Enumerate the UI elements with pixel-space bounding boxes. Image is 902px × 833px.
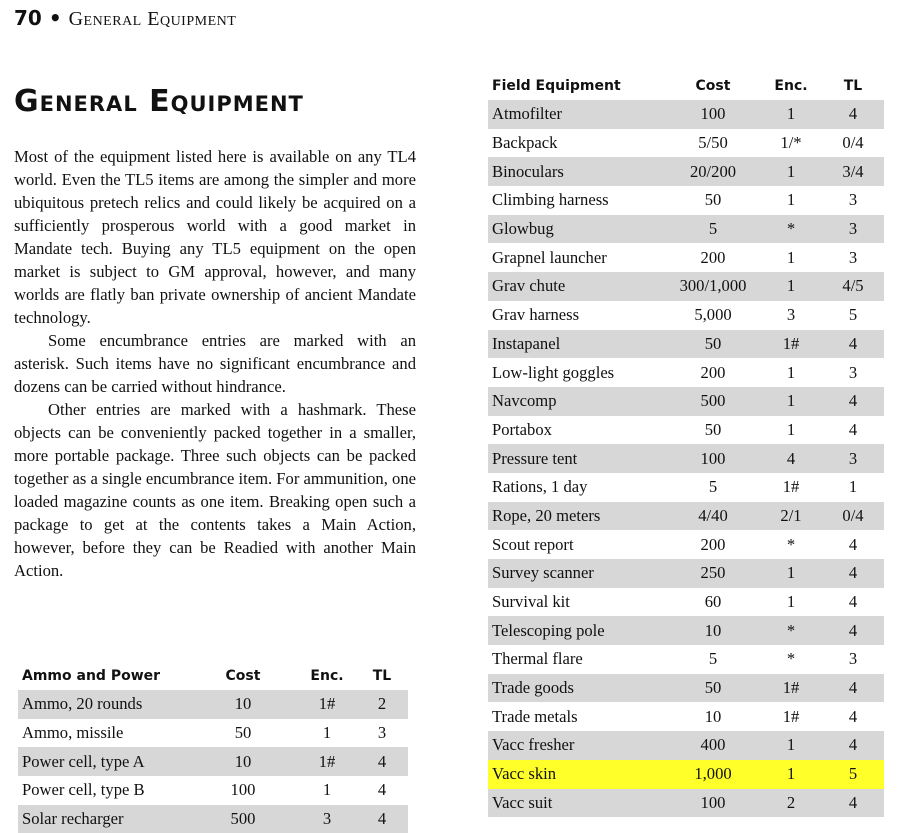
table-row [488,387,884,416]
table-cell: * [760,215,822,244]
table-cell: Rations, 1 day [492,477,588,497]
table-cell: Glowbug [488,215,666,244]
table-cell: Vacc suit [488,789,666,818]
table-cell: 1# [782,706,800,726]
table-cell: Scout report [492,534,574,554]
table-row [488,215,884,244]
column-header: TL [372,668,392,684]
table-cell: 4 [822,559,884,588]
table-cell: * [760,616,822,645]
table-cell: Ammo, missile [22,723,124,743]
table-cell: 4/5 [822,272,884,301]
table-cell: 3 [848,649,858,669]
table-cell: Survey scanner [488,559,666,588]
table-cell: 4 [848,706,858,726]
table-cell: Trade goods [488,674,666,703]
table-row [488,358,884,387]
table-cell: 1# [760,330,822,359]
table-cell: 3 [822,215,884,244]
body-text [14,145,416,582]
table-cell: 60 [704,592,722,612]
table-cell: 200 [700,362,726,382]
table-row [488,760,884,789]
table-cell: Binoculars [488,157,666,186]
table-cell: 1 [760,731,822,760]
table-row [488,616,884,645]
table-cell: 200 [700,247,726,267]
table-cell: 4 [848,534,858,554]
table-cell: Telescoping pole [488,616,666,645]
table-cell: 50 [704,419,722,439]
column-header: TL [843,78,863,94]
table-cell: 50 [234,723,252,743]
table-cell: 250 [666,559,760,588]
table-cell: 1# [298,690,356,719]
ammo-power-table [18,662,408,833]
column-header: Enc. [310,668,344,684]
table-cell: 400 [666,731,760,760]
table-row [18,805,408,833]
table-row [18,747,408,776]
table-row [488,330,884,359]
table-cell: 5 [708,649,718,669]
table-cell: 100 [666,100,760,129]
table-cell: 10 [704,706,722,726]
table-cell: 3 [848,247,858,267]
table-cell: 4 [377,780,387,800]
table-cell: Instapanel [488,330,666,359]
header-section: General Equipment [68,8,237,30]
table-row [488,559,884,588]
table-cell: 4 [356,805,408,833]
table-cell: Power cell, type A [18,747,188,776]
table-cell: 1 [760,387,822,416]
table-header-row [488,72,884,100]
table-cell: 4 [822,674,884,703]
table-cell: 4 [822,789,884,818]
table-row [18,776,408,805]
table-cell: 10 [666,616,760,645]
paragraph: Some encumbrance entries are marked with an asterisk. Such items have no significant encumbrance and dozens can be carried without hindrance. [14,331,416,396]
column-header: Enc. [774,78,808,94]
table-cell: Power cell, type B [22,780,145,800]
table-cell: 1# [782,477,800,497]
table-cell: 1 [786,247,796,267]
table-cell: 2 [356,690,408,719]
table-row [488,645,884,674]
column-header: Cost [695,78,731,94]
table-cell: 4 [848,592,858,612]
table-row [488,473,884,502]
table-cell: 5/50 [698,133,728,153]
table-cell: 1 [322,723,332,743]
table-cell: * [786,649,796,669]
table-header-row [18,662,408,690]
table-cell: Backpack [492,133,558,153]
table-row [488,301,884,330]
table-cell: 1 [322,780,332,800]
table-cell: 100 [230,780,256,800]
table-row [488,272,884,301]
table-row [488,186,884,215]
table-cell: 10 [188,747,298,776]
table-cell: Vacc skin [488,760,666,789]
table-cell: 20/200 [666,157,760,186]
table-cell: Climbing harness [492,190,609,210]
table-row [488,157,884,186]
table-row [488,731,884,760]
table-cell: 50 [666,330,760,359]
table-cell: 10 [188,690,298,719]
table-cell: 50 [666,674,760,703]
table-row [488,789,884,818]
column-header: Ammo and Power [22,668,161,684]
table-cell: 1 [848,477,858,497]
table-cell: 4 [760,444,822,473]
table-cell: 0/4 [842,133,864,153]
table-cell: Rope, 20 meters [488,502,666,531]
table-cell: Low-light goggles [492,362,615,382]
field-equipment-table [488,72,884,817]
table-cell: 100 [666,789,760,818]
column-header: Cost [225,668,261,684]
table-cell: 1,000 [666,760,760,789]
paragraph: Other entries are marked with a hashmark. These objects can be conveniently packed together in a smaller, more portable package. Three such objects can be packed together as a single encumbrance item. For ammunition, one loaded magazine counts as one item. Breaking open such a package to get at the contents takes a Main Action, however, before they can be Readied with another Main Action. [14,400,416,580]
table-cell: 4/40 [666,502,760,531]
table-row [488,243,884,272]
table-cell: Portabox [492,419,552,439]
table-cell: 4 [356,747,408,776]
table-cell: 3 [786,305,796,325]
table-cell: 1 [786,190,796,210]
table-cell: 4 [822,616,884,645]
table-cell: 500 [666,387,760,416]
table-cell: 500 [188,805,298,833]
table-cell: 4 [822,100,884,129]
table-cell: Vacc fresher [488,731,666,760]
table-row [18,719,408,748]
table-cell: 0/4 [822,502,884,531]
table-row [488,100,884,129]
table-cell: 1/* [780,133,802,153]
table-cell: Survival kit [492,592,570,612]
table-cell: 1 [786,592,796,612]
table-cell: 5 [666,215,760,244]
table-cell: 4 [822,330,884,359]
table-cell: 3 [822,444,884,473]
table-cell: 100 [666,444,760,473]
table-cell: 1 [760,760,822,789]
table-cell: 1 [760,100,822,129]
table-cell: 3 [848,190,858,210]
table-cell: 4 [848,419,858,439]
table-cell: 4 [822,387,884,416]
table-cell: 1 [786,419,796,439]
table-row [18,690,408,719]
column-header: Field Equipment [492,78,621,94]
table-cell: 3/4 [822,157,884,186]
table-cell: 1 [786,362,796,382]
table-cell: 5 [708,477,718,497]
table-cell: 5 [848,305,858,325]
table-cell: 1# [298,747,356,776]
table-row [488,444,884,473]
table-cell: 1# [760,674,822,703]
table-cell: Grav chute [488,272,666,301]
table-cell: Thermal flare [492,649,583,669]
table-cell: 5 [822,760,884,789]
table-cell: Solar recharger [18,805,188,833]
table-cell: Navcomp [488,387,666,416]
table-cell: 1 [760,157,822,186]
table-row [488,502,884,531]
table-cell: 1 [760,559,822,588]
table-cell: Grav harness [492,305,580,325]
table-row [488,674,884,703]
table-cell: 5,000 [694,305,732,325]
table-row [488,129,884,158]
page-header [14,6,236,31]
table-cell: Trade metals [492,706,578,726]
table-cell: Atmofilter [488,100,666,129]
table-cell: 50 [704,190,722,210]
page-number: 70 [14,6,42,30]
page-title: General Equipment [14,84,304,119]
table-cell: 3 [298,805,356,833]
table-row [488,416,884,445]
table-cell: 300/1,000 [666,272,760,301]
table-cell: 3 [377,723,387,743]
table-cell: 2/1 [760,502,822,531]
table-row [488,702,884,731]
table-cell: 200 [700,534,726,554]
table-cell: 4 [822,731,884,760]
table-cell: Pressure tent [488,444,666,473]
table-row [488,588,884,617]
table-cell: 3 [848,362,858,382]
header-bullet: • [48,6,62,30]
table-row [488,530,884,559]
table-cell: Grapnel launcher [492,247,607,267]
table-cell: 2 [760,789,822,818]
table-cell: 1 [760,272,822,301]
table-cell: * [786,534,796,554]
paragraph: Most of the equipment listed here is available on any TL4 world. Even the TL5 items are among the simpler and more ubiquitous pretech relics and could likely be acquired on a sufficiently prosperous world with a good market in Mandate tech. Buying any TL5 equipment on the open market is subject to GM approval, however, and many worlds are flatly ban private ownership of ancient Mandate technology. [14,147,416,327]
table-cell: Ammo, 20 rounds [18,690,188,719]
